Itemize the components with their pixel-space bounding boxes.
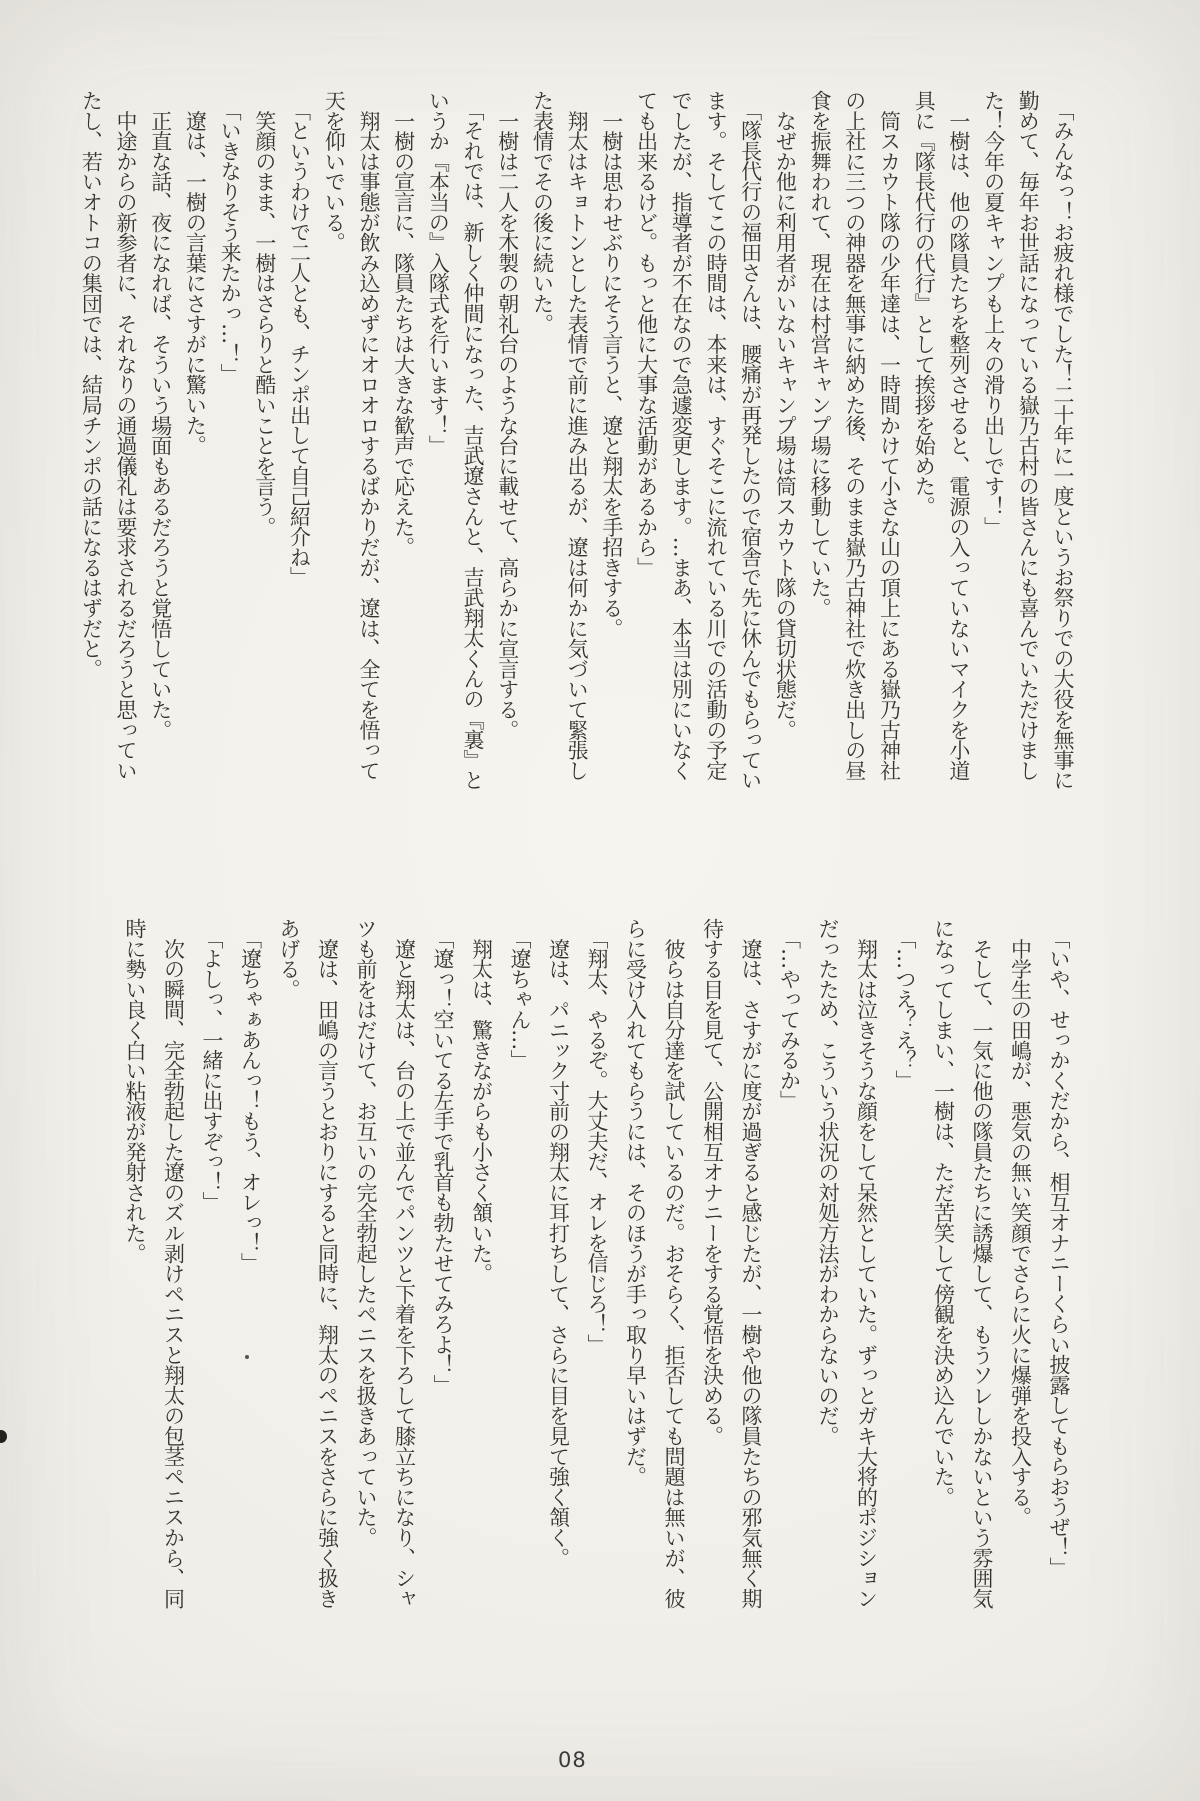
- text-block-bottom: [116, 918, 1079, 1663]
- text-column: 「いや、せっかくだから、相互オナニーくらい披露してもらおうぜ！」: [1047, 918, 1071, 1578]
- text-column: 一樹は、他の隊員たちを整列させると、電源の入っていないマイクを小道: [946, 90, 971, 781]
- text-column: あげる。: [277, 918, 301, 1000]
- text-column: 一樹は二人を木製の朝礼台のような台に載せて、高らかに宣言する。: [495, 90, 520, 740]
- text-column: 翔太は、驚きながらも小さく頷いた。: [469, 918, 494, 1284]
- text-column: 「遼ちゃん…」: [508, 918, 532, 1070]
- text-column: 「それでは、新しく仲間になった、吉武遼さんと、吉武翔太くんの『裏』と: [461, 90, 486, 791]
- text-column: ても出来るけど。もっと他に大事な活動があるから」: [634, 90, 659, 578]
- text-column: 「翔太、やるぞ。大丈夫だ、オレを信じろ！」: [585, 918, 609, 1355]
- text-column: 中途からの新参者に、それなりの通過儀礼は要求されるだろうと思ってい: [114, 90, 139, 781]
- text-column: 翔太は泣きそうな顔をして呆然としていた。ずっとガキ大将的ポジション: [854, 918, 879, 1609]
- text-column: 遼は、パニック寸前の翔太に耳打ちして、さらに目を見て強く頷く。: [546, 918, 571, 1568]
- text-column: 「というわけで二人とも、チンポ出して自己紹介ね」: [287, 90, 312, 588]
- text-column: ツも前をはだけて、お互いの完全勃起したペニスを扱きあっていた。: [354, 918, 378, 1548]
- text-column: た表情でその後に続いた。: [530, 90, 555, 334]
- text-column: 翔太はキョトンとした表情で前に進み出るが、遼は何かに気づいて緊張し: [565, 90, 590, 781]
- text-block-top: [74, 90, 1080, 835]
- page-number: 08: [558, 1748, 587, 1772]
- text-column: 遼は、田嶋の言うとおりにすると同時に、翔太のペニスをさらに強く扱き: [315, 918, 340, 1609]
- text-column: 正直な話、夜になれば、そういう場面もあるだろうと覚悟していた。: [148, 90, 173, 740]
- text-column: いうか『本当の』入隊式を行います！」: [426, 90, 451, 456]
- text-column: 遼は、一樹の言葉にさすがに驚いた。: [183, 90, 208, 456]
- text-column: ます。そしてこの時間は、本来は、すぐそこに流れている川での活動の予定: [703, 90, 728, 781]
- text-column: なぜか他に利用者がいないキャンプ場は筒スカウト隊の貸切状態だ。: [773, 90, 798, 740]
- text-column: 勤めて、毎年お世話になっている嶽乃古村の皆さんにも喜んでいただけまし: [1016, 90, 1041, 781]
- text-column: 中学生の田嶋が、悪気の無い笑顔でさらに火に爆弾を投入する。: [1008, 918, 1033, 1528]
- text-column: た！今年の夏キャンプも上々の滑り出しです！」: [981, 90, 1006, 537]
- text-column: 筒スカウト隊の少年達は、一時間かけて小さな山の頂上にある嶽乃古神社: [877, 90, 902, 781]
- text-column: だったため、こういう状況の対処方法がわからないのだ。: [816, 918, 840, 1446]
- text-column: 彼らは自分達を試しているのだ。おそらく、拒否しても問題は無いが、彼: [662, 918, 686, 1609]
- text-column: 天を仰いでいる。: [322, 90, 347, 253]
- text-column: 遼と翔太は、台の上で並んでパンツと下着を下ろして膝立ちになり、シャ: [392, 918, 417, 1609]
- text-column: たし、若いオトコの集団では、結局チンポの話になるはずだと。: [79, 90, 104, 679]
- text-column: 笑顔のまま、一樹はさらりと酷いことを言う。: [252, 90, 277, 537]
- text-column: そして、一気に他の隊員たちに誘爆して、もうソレしかないという雰囲気: [970, 918, 994, 1609]
- text-column: 「…やってみるか」: [777, 918, 802, 1111]
- paper-speck: [0, 1430, 7, 1443]
- text-column: 「みんなっ！お疲れ様でした！二十年に一度というお祭りでの大役を無事に: [1051, 90, 1075, 791]
- text-column: 「隊長代行の福田さんは、腰痛が再発したので宿舎で先に休んでもらってい: [738, 90, 763, 791]
- text-column: 「よしっ、一緒に出すぞっ！」: [200, 918, 224, 1213]
- text-column: 「いきなりそう来たかっ…！」: [218, 90, 243, 385]
- text-column: 「遼っ！空いてる左手で乳首も勃たせてみろよ！」: [431, 918, 455, 1395]
- text-column: でしたが、指導者が不在なので急遽変更します。…まあ、本当は別にいなく: [669, 90, 694, 781]
- text-column: 翔太は事態が飲み込めずにオロオロするばかりだが、遼は、全てを悟って: [356, 90, 381, 781]
- text-column: 具に『隊長代行の代行』として挨拶を始めた。: [912, 90, 937, 517]
- text-column: 食を振舞われて、現在は村営キャンプ場に移動していた。: [808, 90, 833, 618]
- text-column: 遼は、さすがに度が過ぎると感じたが、一樹や他の隊員たちの邪気無く期: [739, 918, 763, 1609]
- text-column: 「遼ちゃぁあんっ！もう、オレっ！」: [238, 918, 263, 1273]
- text-column: 待する目を見て、公開相互オナニーをする覚悟を決める。: [700, 918, 725, 1446]
- text-column: 時に勢い良く白い粘液が発射された。: [123, 918, 147, 1264]
- text-column: になってしまい、一樹は、ただ苦笑して傍観を決め込んでいた。: [931, 918, 956, 1507]
- text-column: 一樹の宣言に、隊員たちは大きな歓声で応えた。: [391, 90, 416, 557]
- text-column: らに受け入れてもらうには、そのほうが手っ取り早いはずだ。: [623, 918, 648, 1487]
- text-column: の上社に三つの神器を無事に納めた後、そのまま嶽乃古神社で炊き出しの昼: [842, 90, 867, 781]
- text-column: 次の瞬間、完全勃起した遼のズル剥けペニスと翔太の包茎ペニスから、同: [161, 918, 186, 1609]
- text-column: 一樹は思わせぶりにそう言うと、遼と翔太を手招きする。: [599, 90, 624, 639]
- text-column: 「…つえ？え？」: [893, 918, 917, 1091]
- paper-speck: [245, 1355, 249, 1359]
